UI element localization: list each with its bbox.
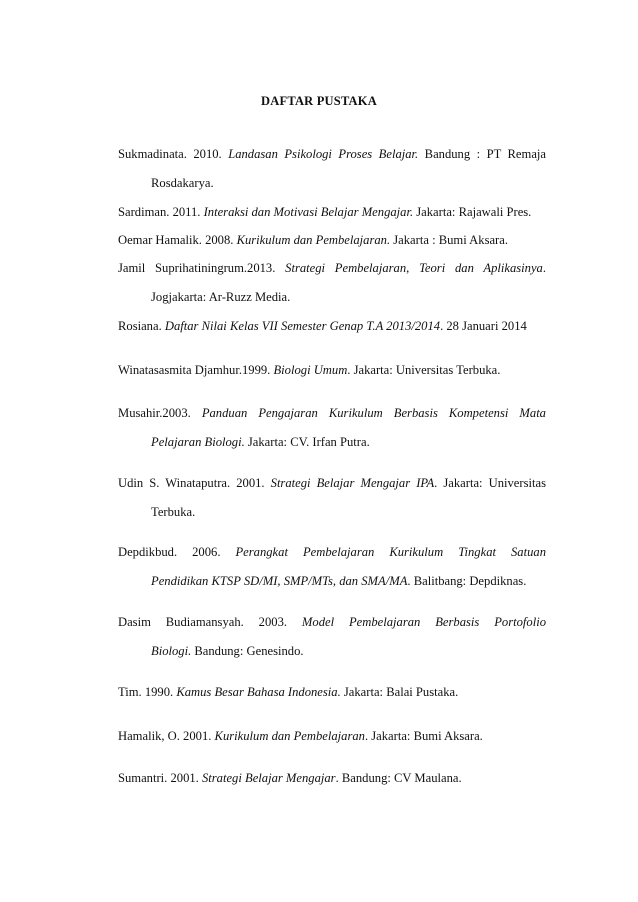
reference-text: Musahir.2003. <box>118 406 202 420</box>
reference-title: Pendidikan KTSP SD/MI, SMP/MTs, dan SMA/MA <box>151 574 408 588</box>
reference-continuation-line <box>151 643 304 659</box>
reference-title: Teori dan Aplikasinya <box>419 261 543 275</box>
reference-text: , <box>406 261 420 275</box>
reference-text: Tim. 1990. <box>118 685 177 699</box>
reference-line <box>118 770 462 786</box>
reference-line <box>118 405 546 421</box>
reference-line <box>118 232 508 248</box>
reference-title: Kurikulum dan Pembelajaran. <box>236 233 391 247</box>
reference-text: Hamalik, O. 2001. <box>118 729 215 743</box>
reference-line <box>118 146 546 162</box>
reference-text: Udin S. Winataputra. 2001. <box>118 476 271 490</box>
reference-line <box>118 684 458 700</box>
reference-title: Landasan Psikologi Proses Belajar. <box>228 147 419 161</box>
reference-text: Jakarta: Rajawali Pres. <box>413 205 532 219</box>
reference-line <box>118 362 500 378</box>
page-title: DAFTAR PUSTAKA <box>261 94 377 108</box>
reference-text: Jakarta: Balai Pustaka. <box>340 685 459 699</box>
reference-text: Winatasasmita Djamhur.1999. <box>118 363 274 377</box>
reference-text: . Jakarta: Universitas Terbuka. <box>347 363 501 377</box>
reference-title: Strategi Pembelajaran <box>285 261 407 275</box>
reference-text: Jamil Suprihatiningrum.2013. <box>118 261 286 275</box>
reference-text: Jakarta : Bumi Aksara. <box>390 233 508 247</box>
reference-line <box>118 260 546 276</box>
reference-text: Bandung : PT Remaja <box>418 147 546 161</box>
reference-text: Terbuka. <box>151 505 196 519</box>
reference-continuation-line <box>151 434 370 450</box>
reference-continuation-line <box>151 175 214 191</box>
reference-title: Kamus Besar Bahasa Indonesia. <box>176 685 341 699</box>
reference-text: Dasim Budiamansyah. 2003. <box>118 615 302 629</box>
reference-title: Kurikulum dan Pembelajaran <box>214 729 365 743</box>
reference-text: Rosiana. <box>118 319 165 333</box>
reference-line <box>118 475 546 491</box>
reference-title: Daftar Nilai Kelas VII Semester Genap T.A 2013/2014 <box>164 319 441 333</box>
reference-text: . Jakarta: Bumi Aksara. <box>364 729 483 743</box>
reference-text: . Balitbang: Depdiknas. <box>407 574 527 588</box>
reference-text: Jakarta: CV. Irfan Putra. <box>244 435 370 449</box>
reference-line <box>118 544 546 560</box>
reference-line <box>118 204 531 220</box>
reference-title: Perangkat Pembelajaran Kurikulum Tingkat Satuan <box>235 545 546 559</box>
reference-title: Model Pembelajaran Berbasis Portofolio <box>301 615 546 629</box>
reference-text: . 28 Januari 2014 <box>440 319 527 333</box>
reference-text: Rosdakarya. <box>151 176 214 190</box>
reference-text: Oemar Hamalik. 2008. <box>118 233 237 247</box>
reference-text: Depdikbud. 2006. <box>118 545 236 559</box>
reference-title: Strategi Belajar Mengajar IPA <box>270 476 435 490</box>
reference-continuation-line <box>151 504 195 520</box>
reference-continuation-line <box>151 573 526 589</box>
reference-title: Pelajaran Biologi. <box>151 435 245 449</box>
reference-title: Strategi Belajar Mengajar <box>201 771 336 785</box>
reference-continuation-line <box>151 289 290 305</box>
reference-line <box>118 728 483 744</box>
reference-text: Sumantri. 2001. <box>118 771 202 785</box>
reference-text: Jogjakarta: Ar-Ruzz Media. <box>151 290 291 304</box>
reference-line <box>118 614 546 630</box>
reference-text: Sukmadinata. 2010. <box>118 147 229 161</box>
reference-text: . <box>542 261 547 275</box>
reference-title: Biologi Umum <box>273 363 348 377</box>
reference-title: Biologi. <box>151 644 192 658</box>
reference-text: Sardiman. 2011. <box>118 205 204 219</box>
reference-text: . Jakarta: Universitas <box>434 476 546 490</box>
reference-title: Panduan Pengajaran Kurikulum Berbasis Kompetensi Mata <box>201 406 546 420</box>
reference-text: . Bandung: CV Maulana. <box>335 771 462 785</box>
reference-title: Interaksi dan Motivasi Belajar Mengajar. <box>203 205 414 219</box>
reference-text: Bandung: Genesindo. <box>191 644 304 658</box>
reference-line <box>118 318 527 334</box>
